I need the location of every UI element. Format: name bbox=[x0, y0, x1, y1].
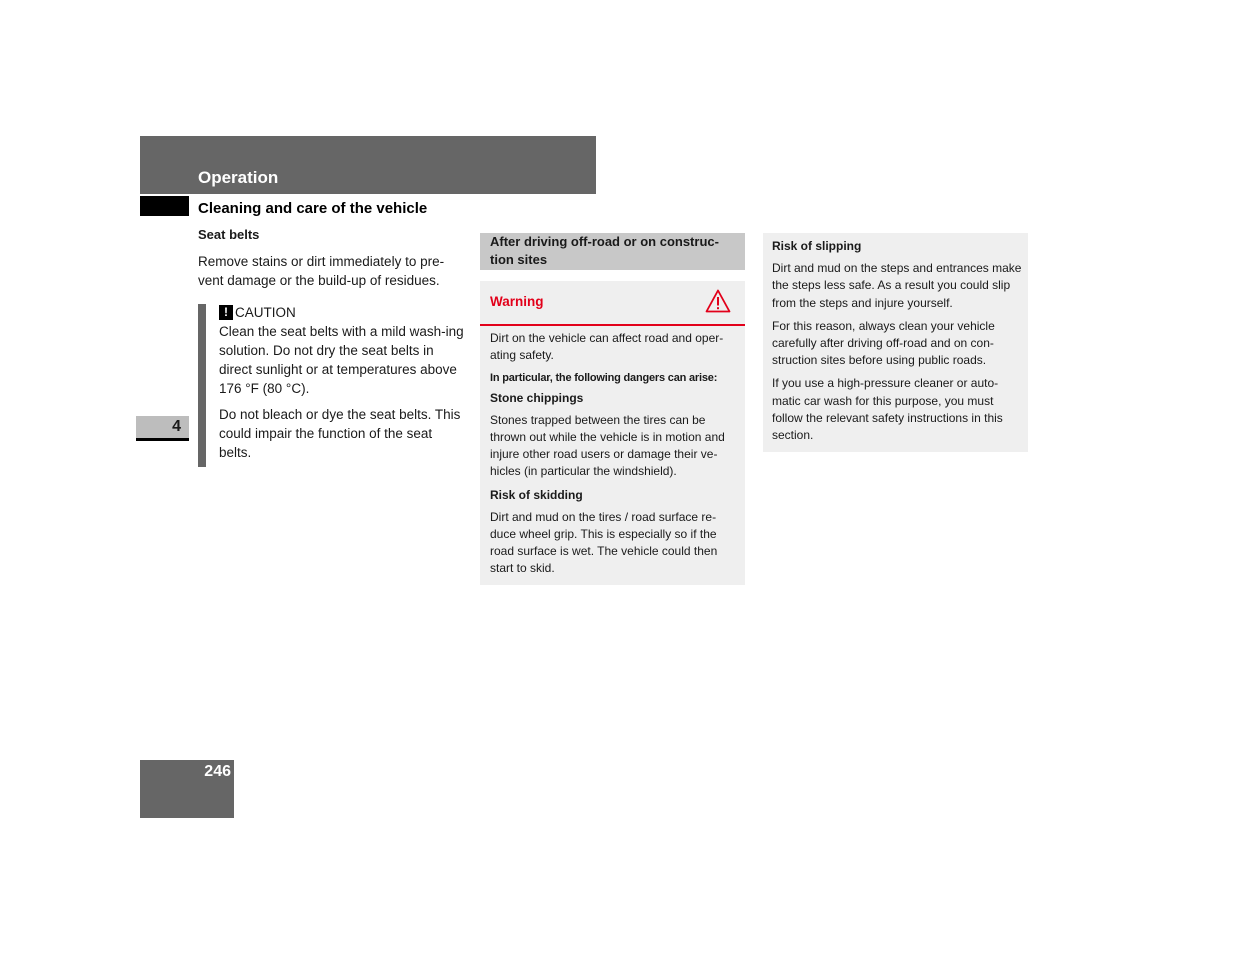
offroad-heading: After driving off-road or on construc-tion sites bbox=[490, 234, 719, 267]
seat-belts-heading: Seat belts bbox=[198, 227, 260, 242]
slipping-text-2: For this reason, always clean your vehicle carefully after driving off-road and on con-struction sites before using public roads. bbox=[772, 318, 995, 368]
section-title: Cleaning and care of the vehicle bbox=[198, 200, 428, 217]
slipping-heading: Risk of slipping bbox=[772, 239, 862, 253]
caution-box bbox=[219, 303, 465, 469]
warning-intro: Dirt on the vehicle can affect road and oper-ating safety. bbox=[490, 331, 724, 363]
slipping-text-3: If you use a high-pressure cleaner or auto-matic car wash for this purpose, you must follow the relevant safety instructions in this section. bbox=[772, 376, 1003, 443]
slipping-text-1: Dirt and mud on the steps and entrances make the steps less safe. As a result you could slip from the steps and injure yourself. bbox=[772, 261, 1022, 310]
stone-chippings-heading: Stone chippings bbox=[490, 390, 584, 405]
slipping-body bbox=[772, 238, 1024, 450]
stone-chippings-text: Stones trapped between the tires can be thrown out while the vehicle is in motion and injure other road users or damage their ve-hicles (in particular the windshield). bbox=[490, 412, 725, 479]
caution-text-1: Clean the seat belts with a mild wash-ing solution. Do not dry the seat belts in direct sunlight or at temperatures above 176 °F (80 °C). bbox=[219, 324, 464, 396]
exclamation-icon: ! bbox=[219, 305, 233, 320]
warning-body bbox=[490, 330, 740, 584]
skidding-heading: Risk of skidding bbox=[490, 487, 583, 502]
skidding-text: Dirt and mud on the tires / road surface re-duce wheel grip. This is especially so if the road surface is wet. The vehicle could then start to skid. bbox=[490, 509, 718, 576]
seat-belts-text: Remove stains or dirt immediately to pre-vent damage or the build-up of residues. bbox=[198, 254, 445, 288]
chapter-number: 4 bbox=[172, 418, 181, 435]
page-number: 246 bbox=[204, 763, 231, 780]
chapter-tab-underline bbox=[136, 438, 189, 441]
section-marker bbox=[140, 196, 189, 216]
warning-label: Warning bbox=[490, 294, 544, 309]
caution-bar bbox=[198, 304, 206, 467]
caution-text-2: Do not bleach or dye the seat belts. This could impair the function of the seat belts. bbox=[219, 407, 461, 460]
chapter-title: Operation bbox=[198, 168, 279, 187]
dangers-lead: In particular, the following dangers can arise: bbox=[490, 372, 718, 385]
caution-header bbox=[219, 303, 465, 322]
warning-triangle-icon bbox=[705, 289, 731, 313]
caution-label: CAUTION bbox=[235, 305, 296, 320]
